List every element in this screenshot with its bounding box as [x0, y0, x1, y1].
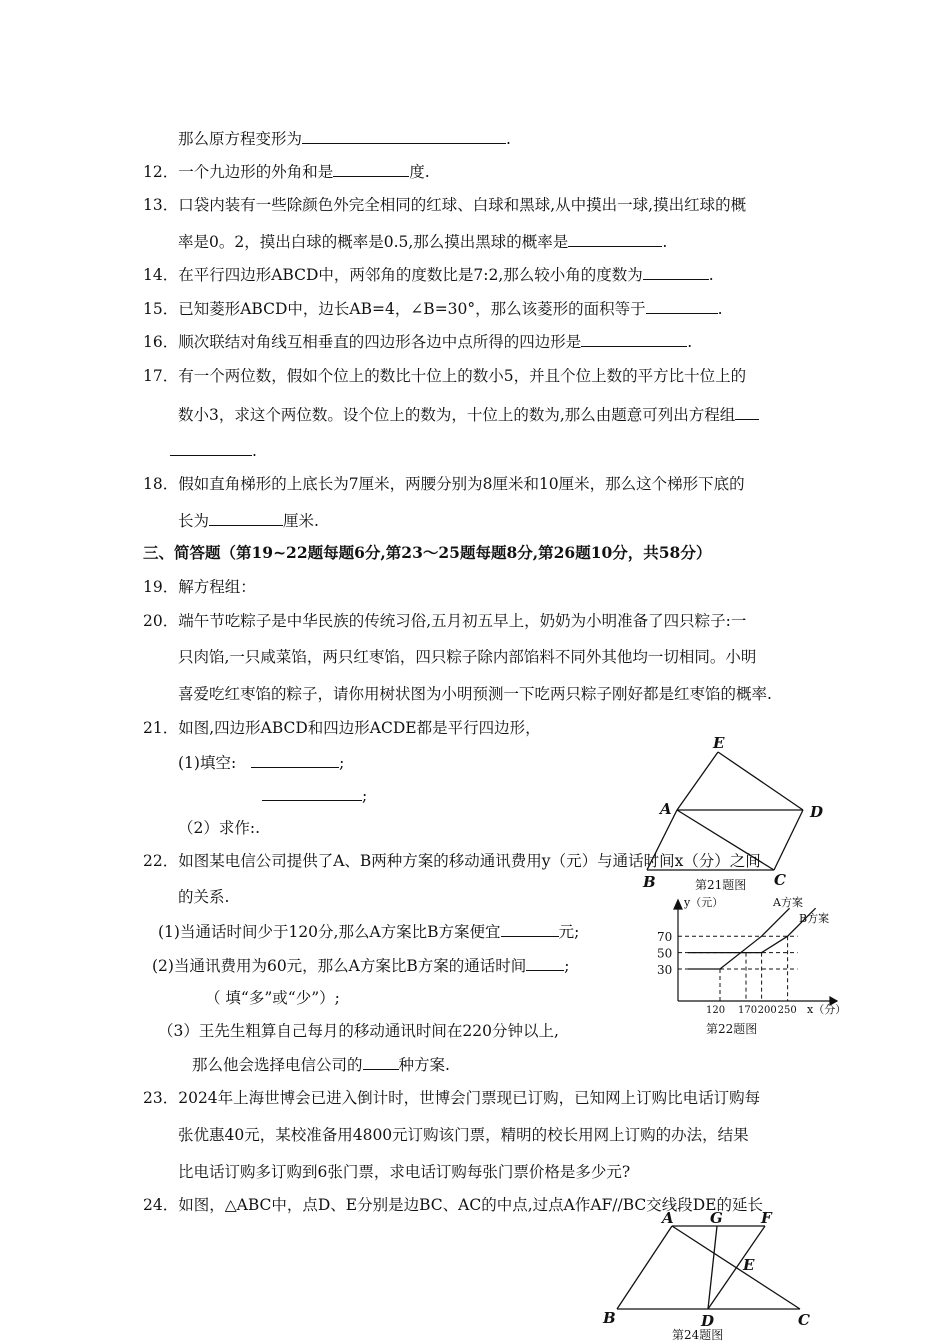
figure-24 [595, 1206, 825, 1344]
answer-blank[interactable] [302, 128, 506, 144]
question-22-part2: (2)当通讯费用为60元，那么A方案比B方案的通话时间 ; [152, 957, 570, 975]
answer-blank[interactable] [363, 1054, 399, 1070]
fig24-label-A: A [662, 1209, 674, 1227]
fig21-edge-EA [677, 752, 718, 810]
answer-blank[interactable] [526, 955, 564, 971]
fig24-edge-FD [708, 1226, 765, 1309]
x-tick-label: 250 [777, 1005, 797, 1016]
question-23-line1: 23．2024年上海世博会已进入倒计时，世博会门票现已订购，已知网上订购比电话订购每 [143, 1089, 761, 1107]
fig24-label-C: C [798, 1311, 810, 1329]
question-23-line2: 张优惠40元，某校准备用4800元订购该门票，精明的校长用网上订购的办法，结果 [178, 1126, 749, 1144]
fig21-label-C: C [774, 871, 786, 889]
fig21-edge-AC [677, 810, 774, 870]
question-17-line3: . [170, 440, 257, 461]
question-13-line1: 13．口袋内装有一些除颜色外完全相同的红球、白球和黑球,从中摸出一球,摸出红球的概 [143, 196, 747, 214]
answer-blank[interactable] [251, 752, 339, 768]
question-18-line1: 18．假如直角梯形的上底长为7厘米，两腰分别为8厘米和10厘米，那么这个梯形下底的 [143, 475, 745, 493]
fig24-label-G: G [710, 1209, 723, 1227]
fig21-edge-AB [647, 810, 677, 870]
question-21-part2: （2）求作:. [178, 819, 261, 837]
answer-blank[interactable] [333, 161, 409, 177]
answer-blank[interactable] [646, 298, 718, 314]
x-tick-label: 200 [757, 1005, 777, 1016]
question-23-line3: 比电话订购多订购到6张门票，求电话订购每张门票价格是多少元? [178, 1163, 631, 1181]
fig21-caption: 第21题图 [695, 878, 747, 892]
fig24-label-B: B [603, 1309, 616, 1327]
question-14: 14．在平行四边形ABCD中，两邻角的度数比是7:2,那么较小角的度数为 . [143, 266, 714, 284]
question-18-line2: 长为 厘米. [178, 512, 319, 530]
fig24-label-F: F [761, 1209, 772, 1227]
fig24-label-D: D [701, 1312, 715, 1330]
fig21-edge-CD [774, 810, 803, 870]
question-21-part1-second: ; [262, 785, 367, 806]
figure-22-chart [650, 893, 860, 1043]
question-20-line3: 喜爱吃红枣馅的粽子，请你用树状图为小明预测一下吃两只粽子刚好都是红枣馅的概率. [178, 685, 772, 703]
fig24-edge-AB [617, 1226, 672, 1309]
question-16: 16．顺次联结对角线互相垂直的四边形各边中点所得的四边形是 . [143, 333, 693, 351]
answer-blank[interactable] [643, 264, 709, 280]
x-tick-label: 170 [738, 1005, 758, 1016]
fig21-label-A: A [660, 800, 672, 818]
question-20-line1: 20．端午节吃粽子是中华民族的传统习俗,五月初五早上，奶奶为小明准备了四只粽子:一 [143, 612, 747, 630]
question-22-line1: 22．如图某电信公司提供了A、B两种方案的移动通讯费用y（元）与通话时间x（分）之间 [143, 852, 761, 870]
question-22-part2-hint: （ 填“多”或“少”）; [205, 989, 340, 1007]
fig21-label-D: D [810, 803, 824, 821]
y-tick-label: 50 [657, 946, 673, 961]
question-15: 15．已知菱形ABCD中，边长AB=4，∠B=30°，那么该菱形的面积等于 . [143, 300, 723, 318]
question-22-part3-line2: 那么他会选择电信公司的 种方案. [192, 1056, 450, 1074]
question-24: 24．如图，△ABC中，点D、E分别是边BC、AC的中点,过点A作AF//BC交线段DE的延长 [143, 1196, 764, 1214]
fig24-caption: 第24题图 [672, 1328, 724, 1342]
answer-blank[interactable] [581, 331, 687, 347]
y-axis-arrow [674, 900, 682, 909]
answer-blank[interactable] [568, 231, 662, 247]
x-tick-label: 120 [706, 1005, 726, 1016]
answer-blank[interactable] [209, 510, 283, 526]
answer-blank[interactable] [170, 440, 252, 456]
question-22-part1: (1)当通话时间少于120分,那么A方案比B方案便宜 元; [158, 923, 580, 941]
y-tick-label: 30 [657, 963, 673, 977]
x-axis-label: x（分） [807, 1003, 847, 1016]
figure-21 [630, 730, 830, 895]
series-b-line [688, 908, 816, 952]
q11-continuation: 那么原方程变形为 . [178, 130, 511, 148]
series-a-label: A方案 [773, 896, 803, 909]
question-21: 21．如图,四边形ABCD和四边形ACDE都是平行四边形， [143, 719, 541, 737]
question-19: 19．解方程组： [143, 578, 256, 596]
fig22-caption: 第22题图 [706, 1022, 758, 1036]
fig21-edge-ED [718, 752, 803, 810]
y-tick-label: 70 [657, 930, 673, 945]
y-axis-label: y（元） [684, 896, 724, 909]
question-12: 12．一个九边形的外角和是 度. [143, 163, 430, 181]
question-22-part3: （3）王先生粗算自己每月的移动通讯时间在220分钟以上, [158, 1022, 559, 1040]
answer-blank[interactable] [735, 404, 759, 420]
series-b-label: B方案 [799, 912, 830, 925]
question-13-line2: 率是0。2，摸出白球的概率是0.5,那么摸出黑球的概率是 . [178, 233, 668, 251]
section-3-heading: 三、简答题（第19~22题每题6分,第23～25题每题8分,第26题10分，共58分） [143, 543, 712, 562]
fig21-label-E: E [713, 734, 725, 752]
question-17-line2: 数小3，求这个两位数。设个位上的数为，十位上的数为,那么由题意可列出方程组 [178, 404, 759, 425]
question-21-part1: (1)填空: ; [178, 754, 345, 772]
question-17-line1: 17．有一个两位数，假如个位上的数比十位上的数小5，并且个位上数的平方比十位上的 [143, 367, 747, 385]
answer-blank[interactable] [501, 921, 559, 937]
series-a-line [688, 908, 790, 969]
answer-blank[interactable] [262, 785, 362, 801]
fig21-label-B: B [643, 873, 656, 891]
question-20-line2: 只肉馅,一只咸菜馅，两只红枣馅，四只粽子除内部馅料不同外其他均一切相同。小明 [178, 648, 757, 666]
fig24-label-E: E [743, 1256, 755, 1274]
question-22-line2: 的关系. [178, 888, 230, 906]
fig24-edge-GD [708, 1226, 717, 1309]
